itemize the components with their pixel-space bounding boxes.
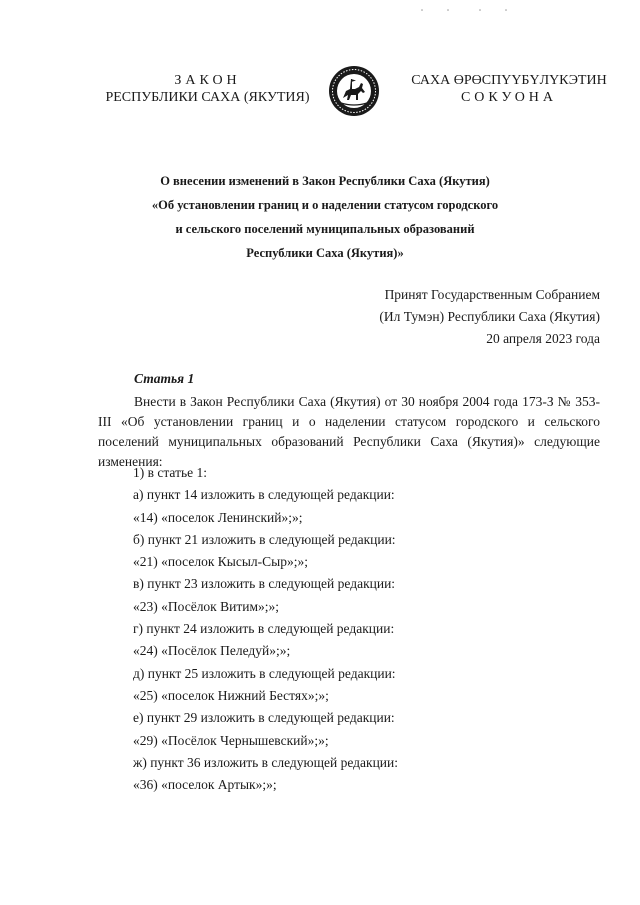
list-item: «24) «Посёлок Пеледуй»;»; <box>133 643 291 659</box>
header-republic-name: РЕСПУБЛИКИ САХА (ЯКУТИЯ) <box>105 90 310 105</box>
list-item: 1) в статье 1: <box>133 465 207 480</box>
list-item: «21) «поселок Кысыл-Сыр»;»; <box>133 554 308 570</box>
header-law-word: ЗАКОН <box>174 73 241 88</box>
title-line: О внесении изменений в Закон Республики Саха (Якутия) <box>160 174 490 188</box>
list-item: «14) «поселок Ленинский»;»; <box>133 509 303 525</box>
title-line: и сельского поселений муниципальных образований <box>175 222 475 236</box>
title-line: Республики Саха (Якутия)» <box>246 246 404 260</box>
header-law-word-yakut: СОКУОНА <box>460 90 558 105</box>
list-item: в) пункт 23 изложить в следующей редакции: <box>133 576 396 592</box>
list-item: д) пункт 25 изложить в следующей редакции: <box>133 665 396 681</box>
adoption-note <box>379 284 600 350</box>
coat-of-arms-icon <box>328 65 380 117</box>
list-item: ж) пункт 36 изложить в следующей редакции: <box>133 754 399 770</box>
title-line: «Об установлении границ и о наделении статусом городского <box>151 198 499 212</box>
list-item: е) пункт 29 изложить в следующей редакции: <box>133 710 395 726</box>
article-heading: Статья 1 <box>134 371 195 386</box>
header-republic-name-yakut: САХА ӨРӨСПҮҮБҮЛҮКЭТИН <box>411 73 607 88</box>
list-item: «25) «поселок Нижний Бестях»;»; <box>133 687 329 703</box>
list-item: «23) «Посёлок Витим»;»; <box>133 598 280 614</box>
list-item: б) пункт 21 изложить в следующей редакции: <box>133 531 396 547</box>
article-intro <box>98 392 600 472</box>
article-intro-text: Внести в Закон Республики Саха (Якутия) от 30 ноября 2004 года 173-З № 353-III «Об установлении границ и о наделении статусом городского и сельского поселений муниципальных образований Республики Саха (Якутия)» следующие изменения: <box>98 394 600 469</box>
scan-artifact-dots <box>420 8 510 12</box>
list-item: «29) «Посёлок Чернышевский»;»; <box>133 732 329 748</box>
header-left <box>100 72 315 106</box>
list-item: г) пункт 24 изложить в следующей редакции: <box>133 621 395 637</box>
header-right <box>398 72 620 106</box>
list-item: а) пункт 14 изложить в следующей редакции: <box>133 487 395 503</box>
document-title <box>60 169 590 265</box>
adoption-line: Принят Государственным Собранием <box>384 287 600 302</box>
adoption-line: (Ил Тумэн) Республики Саха (Якутия) <box>379 309 600 324</box>
adoption-date: 20 апреля 2023 года <box>486 331 600 346</box>
list-item: «36) «поселок Артык»;»; <box>133 777 277 793</box>
amendment-list <box>133 462 398 796</box>
